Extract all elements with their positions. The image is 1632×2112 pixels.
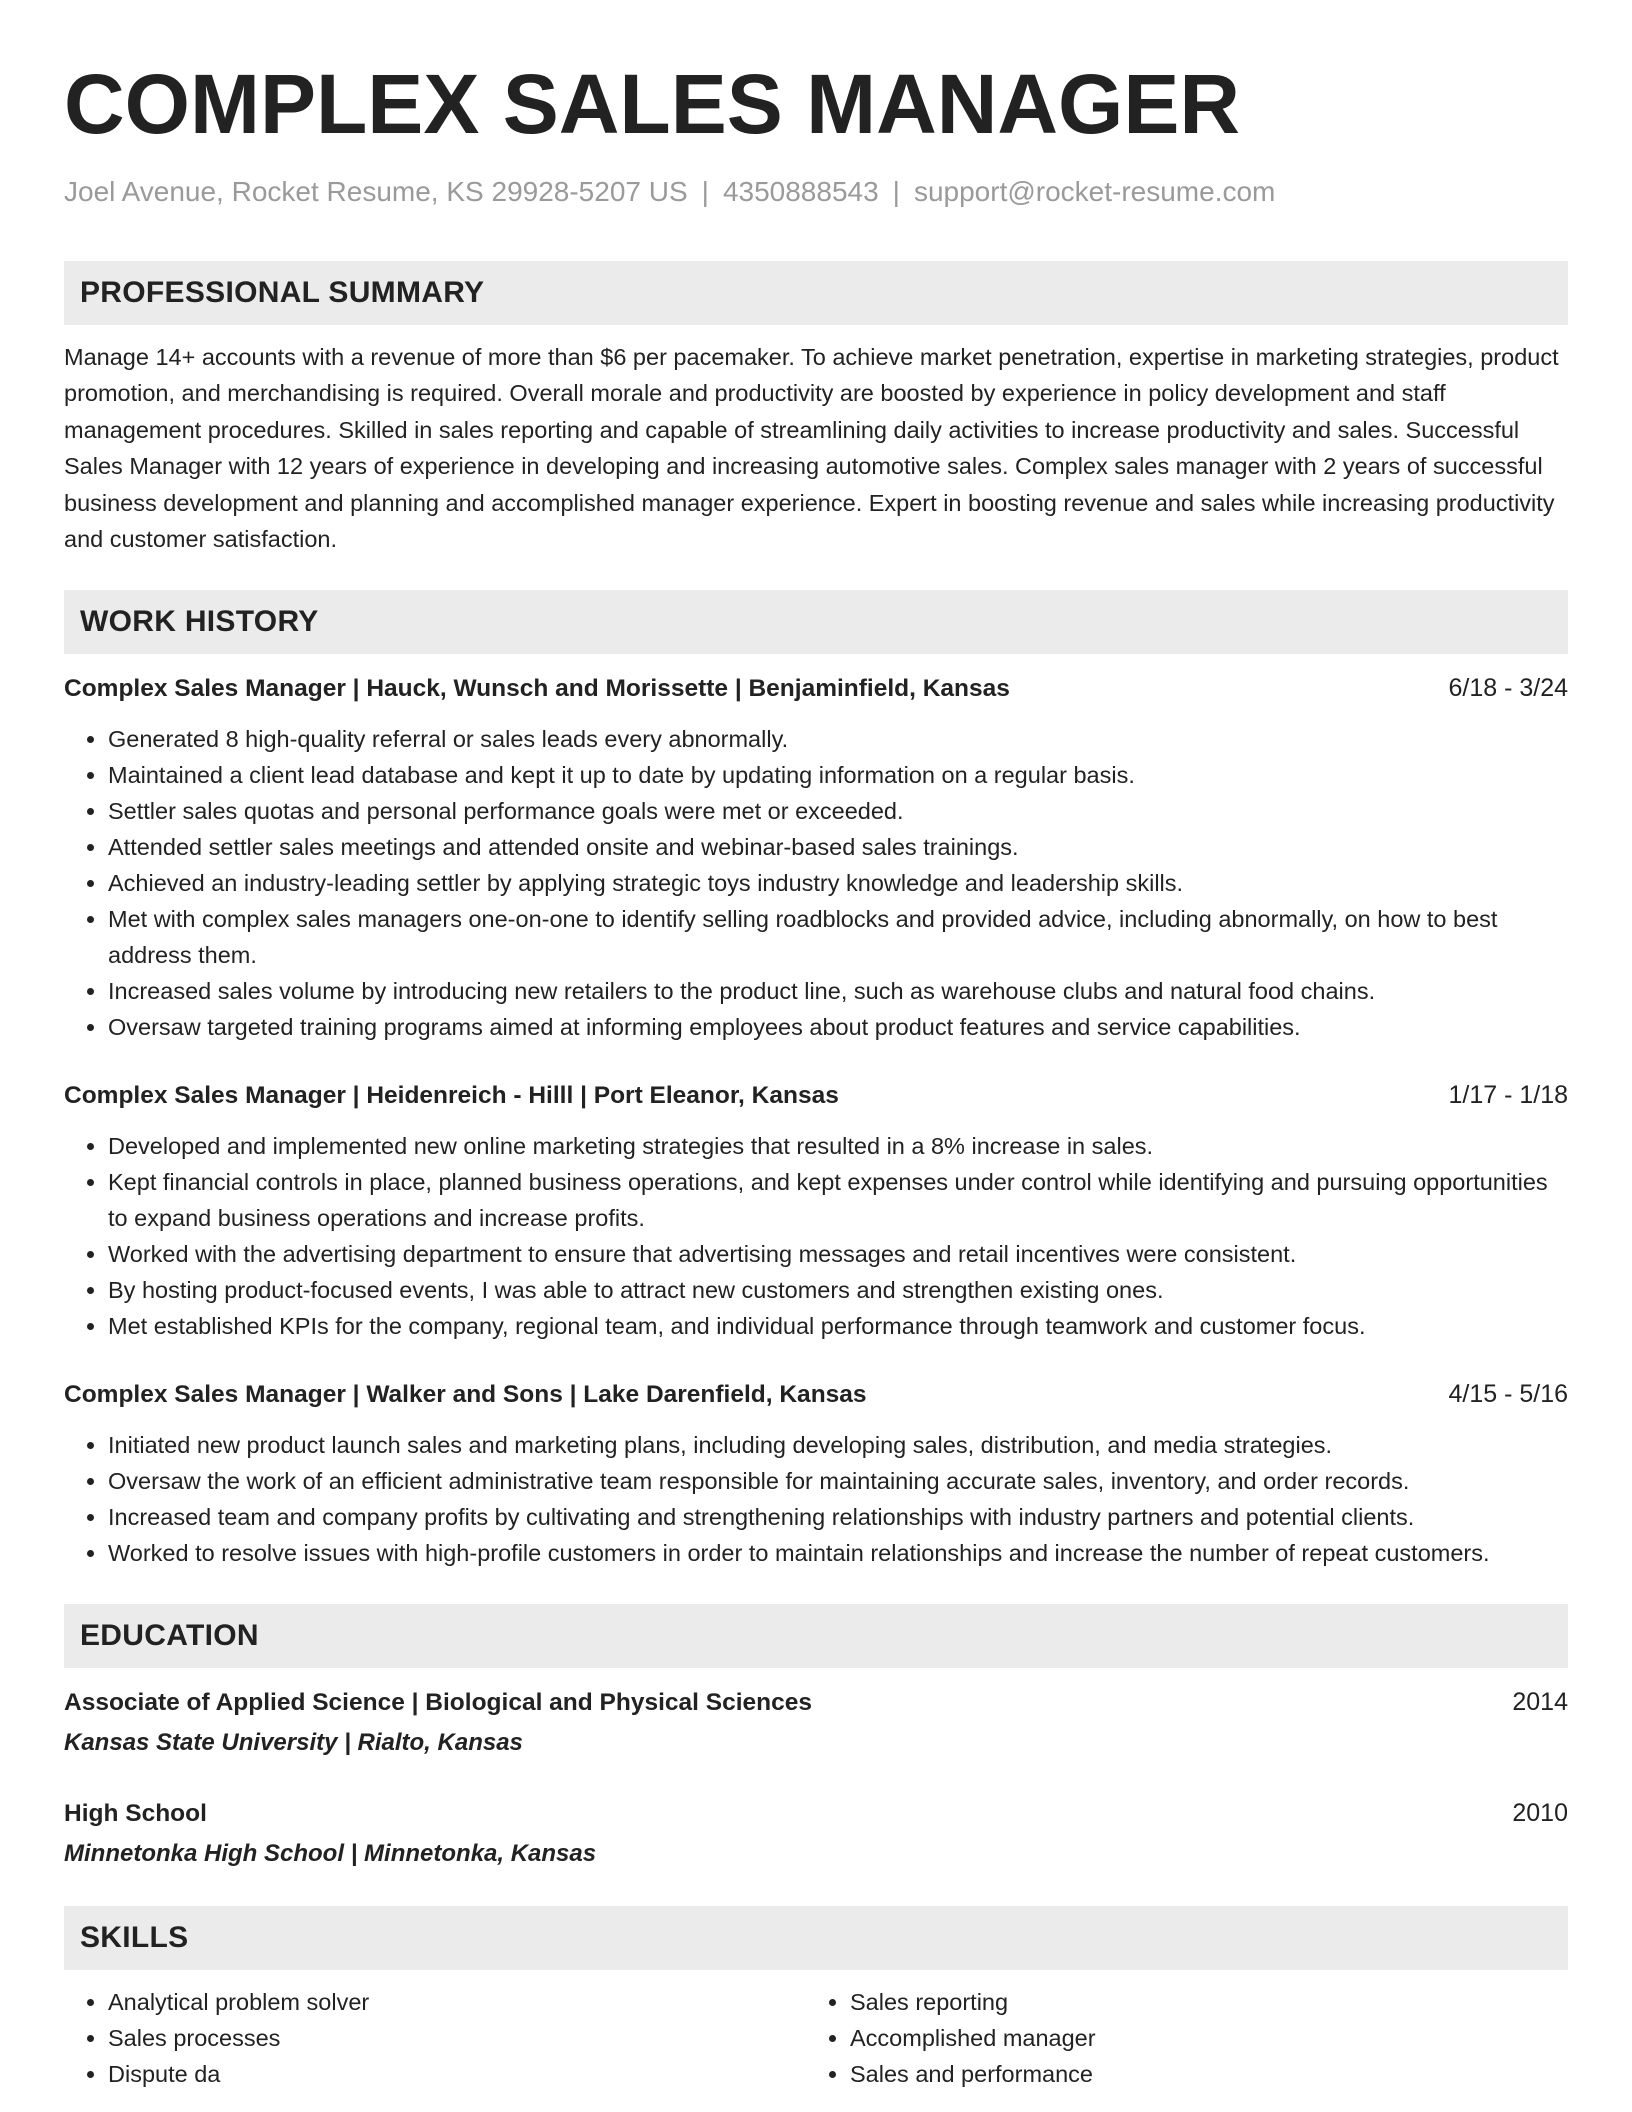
education-entry: [64, 1795, 1568, 1872]
job-bullet: • Kept financial controls in place, planned business operations, and kept expenses under control while identifying and pursuing opportunities to expand business operations and increase profits.: [108, 1164, 1568, 1236]
education-year: 2010: [1512, 1799, 1568, 1828]
education-entry: [64, 1684, 1568, 1761]
skill-item: • Accomplished manager: [850, 2020, 1548, 2056]
skill-item: • Dispute da: [108, 2056, 806, 2092]
job-dates: 6/18 - 3/24: [1448, 674, 1568, 703]
job-bullet: • Increased sales volume by introducing new retailers to the product line, such as warehouse clubs and natural food chains.: [108, 973, 1568, 1009]
education-school: Minnetonka High School | Minnetonka, Kansas: [64, 1840, 597, 1868]
skill-item: • Sales reporting: [850, 1984, 1548, 2020]
job-bullet: • Achieved an industry-leading settler by applying strategic toys industry knowledge and leadership skills.: [108, 865, 1568, 901]
job-title: Complex Sales Manager | Hauck, Wunsch and Morissette | Benjaminfield, Kansas: [64, 675, 1010, 703]
section-header-summary: PROFESSIONAL SUMMARY: [64, 261, 1568, 325]
skills-column-right: [806, 1984, 1548, 2092]
section-header-work-history: WORK HISTORY: [64, 590, 1568, 654]
summary-text: Manage 14+ accounts with a revenue of more than $6 per pacemaker. To achieve market penetration, expertise in marketing strategies, product promotion, and merchandising is required. Overall morale and productivity are boosted by experience in policy development and staff management procedures. Skilled in sales reporting and capable of streamlining daily activities to increase productivity and sales. Successful Sales Manager with 12 years of experience in developing and increasing automotive sales. Complex sales manager with 2 years of successful business development and planning and accomplished manager experience. Expert in boosting revenue and sales while increasing productivity and customer satisfaction.: [64, 344, 1559, 553]
job-bullet: • Settler sales quotas and personal performance goals were met or exceeded.: [108, 793, 1568, 829]
job-bullet: • Met established KPIs for the company, regional team, and individual performance through teamwork and customer focus.: [108, 1308, 1568, 1344]
job-bullet: • Increased team and company profits by cultivating and strengthening relationships with industry partners and potential clients.: [108, 1499, 1568, 1535]
section-header-education: EDUCATION: [64, 1604, 1568, 1668]
job-bullet: • Developed and implemented new online marketing strategies that resulted in a 8% increase in sales.: [108, 1128, 1568, 1164]
skill-item: • Analytical problem solver: [108, 1984, 806, 2020]
job-title: Complex Sales Manager | Walker and Sons | Lake Darenfield, Kansas: [64, 1381, 867, 1409]
job-bullet: • Maintained a client lead database and kept it up to date by updating information on a regular basis.: [108, 757, 1568, 793]
job-dates: 4/15 - 5/16: [1448, 1380, 1568, 1409]
job-bullet: • Generated 8 high-quality referral or sales leads every abnormally.: [108, 721, 1568, 757]
contact-email: support@rocket-resume.com: [913, 176, 1276, 207]
job-bullets: [64, 721, 1568, 1045]
contact-address: Joel Avenue, Rocket Resume, KS 29928-5207 US: [64, 176, 688, 207]
job-bullet: • Initiated new product launch sales and marketing plans, including developing sales, distribution, and media strategies.: [108, 1427, 1568, 1463]
job-bullets: [64, 1128, 1568, 1344]
resume-title: COMPLEX SALES MANAGER: [64, 57, 1241, 151]
section-header-skills: SKILLS: [64, 1906, 1568, 1970]
education-degree: Associate of Applied Science | Biological and Physical Sciences: [64, 1689, 813, 1717]
job-bullet: • Oversaw the work of an efficient administrative team responsible for maintaining accurate sales, inventory, and order records.: [108, 1463, 1568, 1499]
resume-page: [64, 0, 1568, 2092]
contact-separator: |: [892, 176, 900, 207]
skill-item: • Sales and performance: [850, 2056, 1548, 2092]
job-entry: [64, 1376, 1568, 1571]
contact-phone: 4350888543: [722, 176, 879, 207]
job-bullet: • Worked with the advertising department to ensure that advertising messages and retail incentives were consistent.: [108, 1236, 1568, 1272]
contact-line: [64, 174, 1568, 210]
skills-column-left: [64, 1984, 806, 2092]
skill-item: • Sales processes: [108, 2020, 806, 2056]
job-bullet: • Attended settler sales meetings and attended onsite and webinar-based sales trainings.: [108, 829, 1568, 865]
education-school: Kansas State University | Rialto, Kansas: [64, 1729, 523, 1757]
job-dates: 1/17 - 1/18: [1448, 1081, 1568, 1110]
job-bullet: • Met with complex sales managers one-on-one to identify selling roadblocks and provided advice, including abnormally, on how to best address them.: [108, 901, 1568, 973]
skills-grid: [64, 1984, 1568, 2092]
contact-separator: |: [701, 176, 709, 207]
job-title: Complex Sales Manager | Heidenreich - Hilll | Port Eleanor, Kansas: [64, 1082, 839, 1110]
job-entry: [64, 670, 1568, 1045]
job-bullet: • Worked to resolve issues with high-profile customers in order to maintain relationships and increase the number of repeat customers.: [108, 1535, 1568, 1571]
education-degree: High School: [64, 1800, 207, 1828]
job-entry: [64, 1077, 1568, 1344]
education-year: 2014: [1512, 1688, 1568, 1717]
job-bullet: • By hosting product-focused events, I was able to attract new customers and strengthen existing ones.: [108, 1272, 1568, 1308]
job-bullet: • Oversaw targeted training programs aimed at informing employees about product features and service capabilities.: [108, 1009, 1568, 1045]
job-bullets: [64, 1427, 1568, 1571]
